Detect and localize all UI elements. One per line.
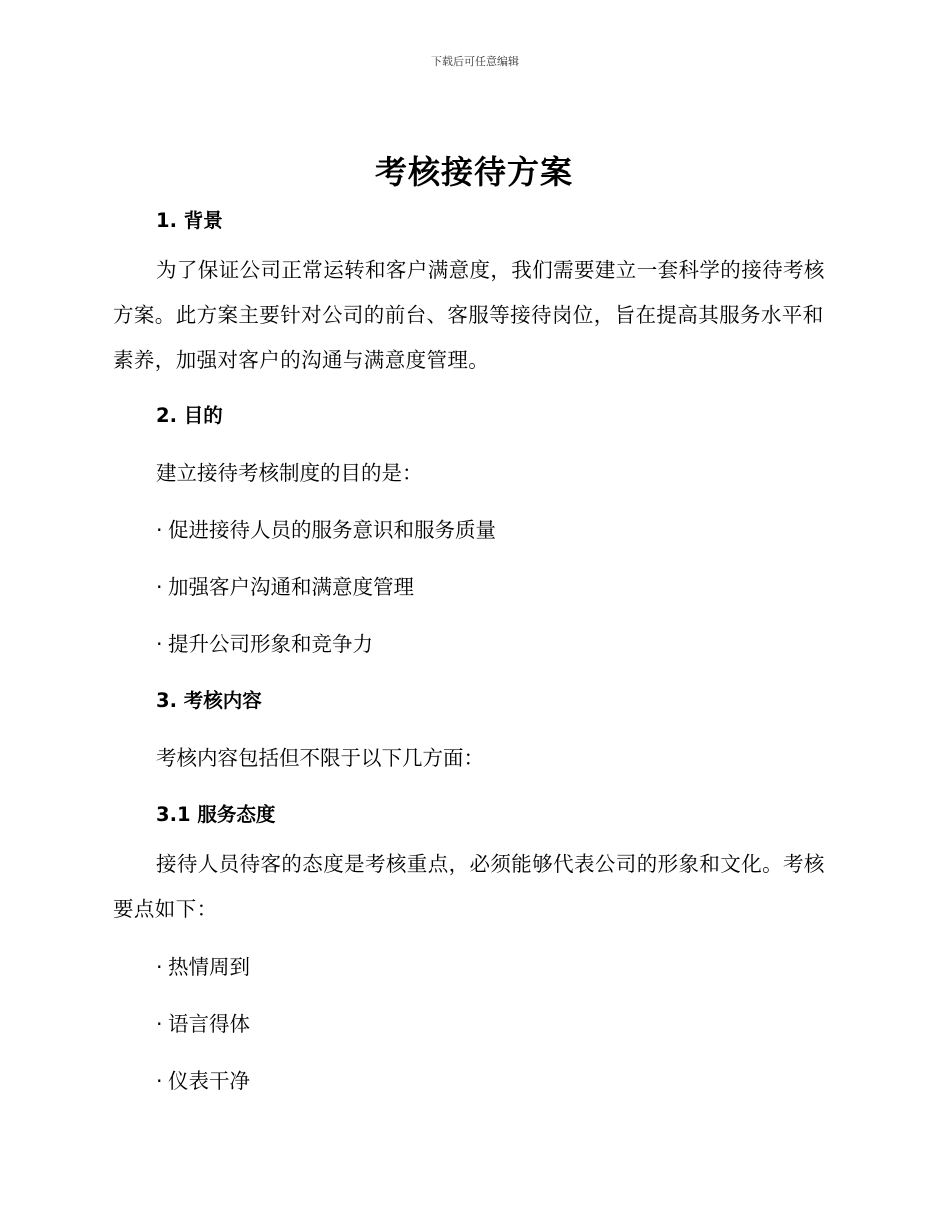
bullet-icon: · — [156, 1069, 163, 1093]
background-paragraph: 为了保证公司正常运转和客户满意度，我们需要建立一套科学的接待考核方案。此方案主要针对公司的前台、客服等接待岗位，旨在提高其服务水平和素养，加强对客户的沟通与满意度管理。 — [113, 258, 825, 372]
bullet-icon: · — [156, 955, 163, 979]
list-item: · 仪表干净 — [113, 1066, 835, 1096]
bullet-icon: · — [156, 632, 163, 656]
section-heading-content: 3. 考核内容 — [156, 689, 262, 712]
section-heading-purpose: 2. 目的 — [156, 404, 223, 427]
service-attitude-paragraph: 接待人员待客的态度是考核重点，必须能够代表公司的形象和文化。考核要点如下： — [113, 852, 825, 921]
bullet-icon: · — [156, 1012, 163, 1036]
bullet-icon: · — [156, 575, 163, 599]
header-note: 下载后可任意编辑 — [431, 55, 519, 68]
list-item: · 加强客户沟通和满意度管理 — [113, 572, 835, 602]
section-heading-background: 1. 背景 — [156, 209, 223, 232]
document-body — [113, 150, 835, 1096]
subsection-heading-service-attitude: 3.1 服务态度 — [156, 803, 276, 826]
list-item: · 热情周到 — [113, 952, 835, 982]
content-intro: 考核内容包括但不限于以下几方面： — [156, 746, 484, 770]
bullet-icon: · — [156, 518, 163, 542]
purpose-intro: 建立接待考核制度的目的是： — [156, 461, 423, 485]
document-title: 考核接待方案 — [374, 153, 573, 191]
list-item: · 语言得体 — [113, 1009, 835, 1039]
list-item: · 提升公司形象和竞争力 — [113, 629, 835, 659]
list-item: · 促进接待人员的服务意识和服务质量 — [113, 515, 835, 545]
